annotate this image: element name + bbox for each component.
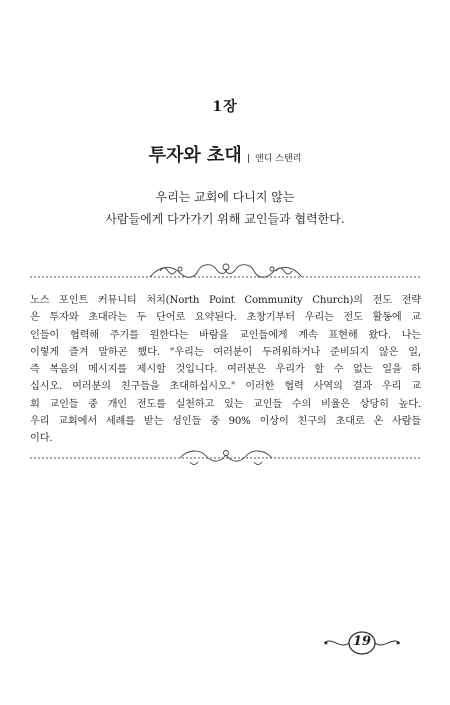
body-paragraph	[30, 292, 421, 448]
chapter-title: 투자와 초대	[148, 145, 242, 166]
paragraph-line: 즉 복음의 메시지를 제시할 것입니다. 여러분은 우리가 할 수 없는 일을 하	[30, 364, 421, 376]
floral-divider-icon	[30, 446, 422, 470]
title-separator: |	[246, 154, 250, 164]
page-number-badge	[322, 628, 402, 658]
paragraph-line: 우리 교회에서 세례를 받는 성인들 중 90% 이상이 친구의 초대로 온 사람들	[30, 416, 421, 428]
paragraph-line: 이다.	[30, 433, 53, 445]
chapter-label: 1장	[212, 99, 238, 115]
chapter-author: 앤디 스탠리	[255, 154, 302, 164]
epigraph	[0, 186, 450, 230]
paragraph-line: 이렇게 즐겨 말하곤 했다. "우리는 여러분이 두려워하거나 준비되지 않은 일,	[30, 346, 421, 358]
epigraph-line: 사람들에게 다가가기 위해 교인들과 협력한다.	[105, 212, 345, 226]
paragraph-line: 회 교인들 중 개인 전도를 실천하고 있는 교인들 수의 비율은 상당히 높다.	[30, 398, 421, 410]
epigraph-line: 우리는 교회에 다니지 않는	[155, 190, 295, 204]
chapter-title-row	[0, 141, 450, 167]
paragraph-line: 노스 포인트 커뮤니티 처치(North Point Community Church)의 전도 전략	[30, 295, 421, 306]
paragraph-line: 은 투자와 초대라는 두 단어로 요약된다. 초창기부터 우리는 전도 활동에 교	[30, 312, 421, 324]
floral-divider-icon	[30, 259, 422, 283]
paragraph-line: 인들이 협력해 주기를 원한다는 바람을 교인들에게 계속 표현해 왔다. 나는	[30, 329, 421, 341]
page-number: 19	[352, 634, 372, 649]
paragraph-line: 십시오. 여러분의 친구들을 초대하십시오." 이러한 협력 사역의 결과 우리 교	[30, 381, 421, 393]
